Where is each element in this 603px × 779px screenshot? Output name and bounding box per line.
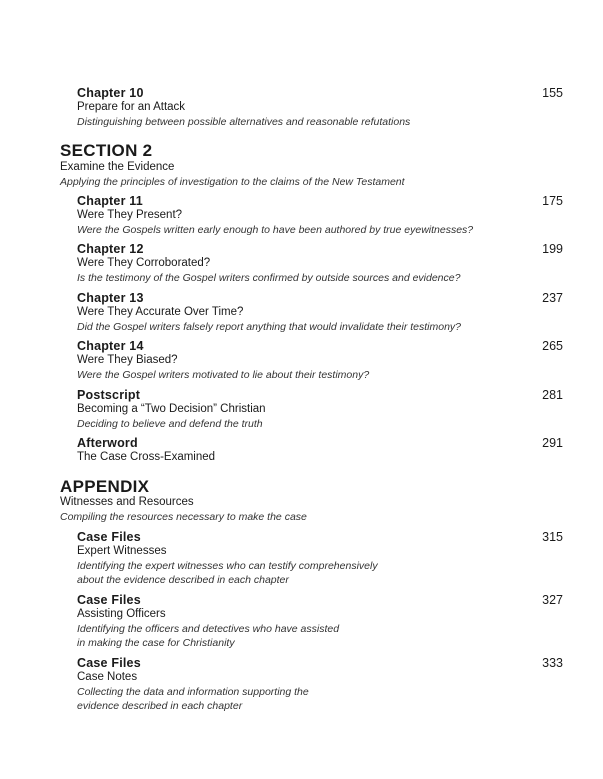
entry-title: Were They Corroborated? [77, 257, 211, 269]
entry-title: Case Notes [77, 671, 138, 683]
entry-description: Were the Gospels written early enough to have been authored by true eyewitnesses? [77, 224, 474, 236]
entry-description: Did the Gospel writers falsely report anything that would invalidate their testimony? [77, 321, 462, 333]
entry-heading: Afterword [77, 436, 138, 450]
entry-heading: Postscript [77, 388, 141, 402]
entry-page-number: 265 [542, 339, 563, 353]
section-description: Applying the principles of investigation to the claims of the New Testament [60, 176, 405, 188]
entry-description: evidence described in each chapter [77, 700, 243, 712]
entry-heading: Chapter 10 [77, 86, 144, 100]
entry-description: Distinguishing between possible alternatives and reasonable refutations [77, 116, 411, 128]
entry-title: Expert Witnesses [77, 545, 167, 557]
entry-heading: Chapter 11 [77, 194, 143, 208]
entry-heading: Chapter 14 [77, 339, 144, 353]
entry-page-number: 333 [542, 656, 563, 670]
entry-title: Were They Accurate Over Time? [77, 306, 244, 318]
entry-heading: Chapter 12 [77, 242, 144, 256]
section-title: SECTION 2 [60, 141, 153, 160]
entry-description: in making the case for Christianity [77, 637, 235, 649]
entry-heading: Case Files [77, 530, 141, 544]
entry-page-number: 291 [542, 436, 563, 450]
entry-title: Were They Present? [77, 209, 183, 221]
entry-heading: Chapter 13 [77, 291, 144, 305]
section-subtitle: Examine the Evidence [60, 161, 175, 173]
entry-description: about the evidence described in each chapter [77, 574, 289, 586]
entry-page-number: 281 [542, 388, 563, 402]
entry-title: Assisting Officers [77, 608, 166, 620]
entry-title: Prepare for an Attack [77, 101, 186, 113]
entry-description: Identifying the officers and detectives who have assisted [77, 623, 340, 635]
entry-heading: Case Files [77, 593, 141, 607]
entry-heading: Case Files [77, 656, 141, 670]
entry-title: The Case Cross-Examined [77, 451, 216, 463]
section-description: Compiling the resources necessary to make the case [60, 511, 307, 523]
entry-description: Is the testimony of the Gospel writers confirmed by outside sources and evidence? [77, 272, 461, 284]
entry-page-number: 199 [542, 242, 563, 256]
section-title: APPENDIX [60, 477, 150, 496]
entry-description: Were the Gospel writers motivated to lie about their testimony? [77, 369, 370, 381]
entry-title: Becoming a “Two Decision” Christian [77, 403, 266, 415]
entry-page-number: 155 [542, 86, 563, 100]
entry-description: Identifying the expert witnesses who can testify comprehensively [77, 560, 378, 572]
entry-page-number: 175 [542, 194, 563, 208]
entry-description: Deciding to believe and defend the truth [77, 418, 263, 430]
entry-description: Collecting the data and information supporting the [77, 686, 309, 698]
entry-page-number: 237 [542, 291, 563, 305]
entry-title: Were They Biased? [77, 354, 178, 366]
section-subtitle: Witnesses and Resources [60, 496, 194, 508]
entry-page-number: 327 [542, 593, 563, 607]
entry-page-number: 315 [542, 530, 563, 544]
